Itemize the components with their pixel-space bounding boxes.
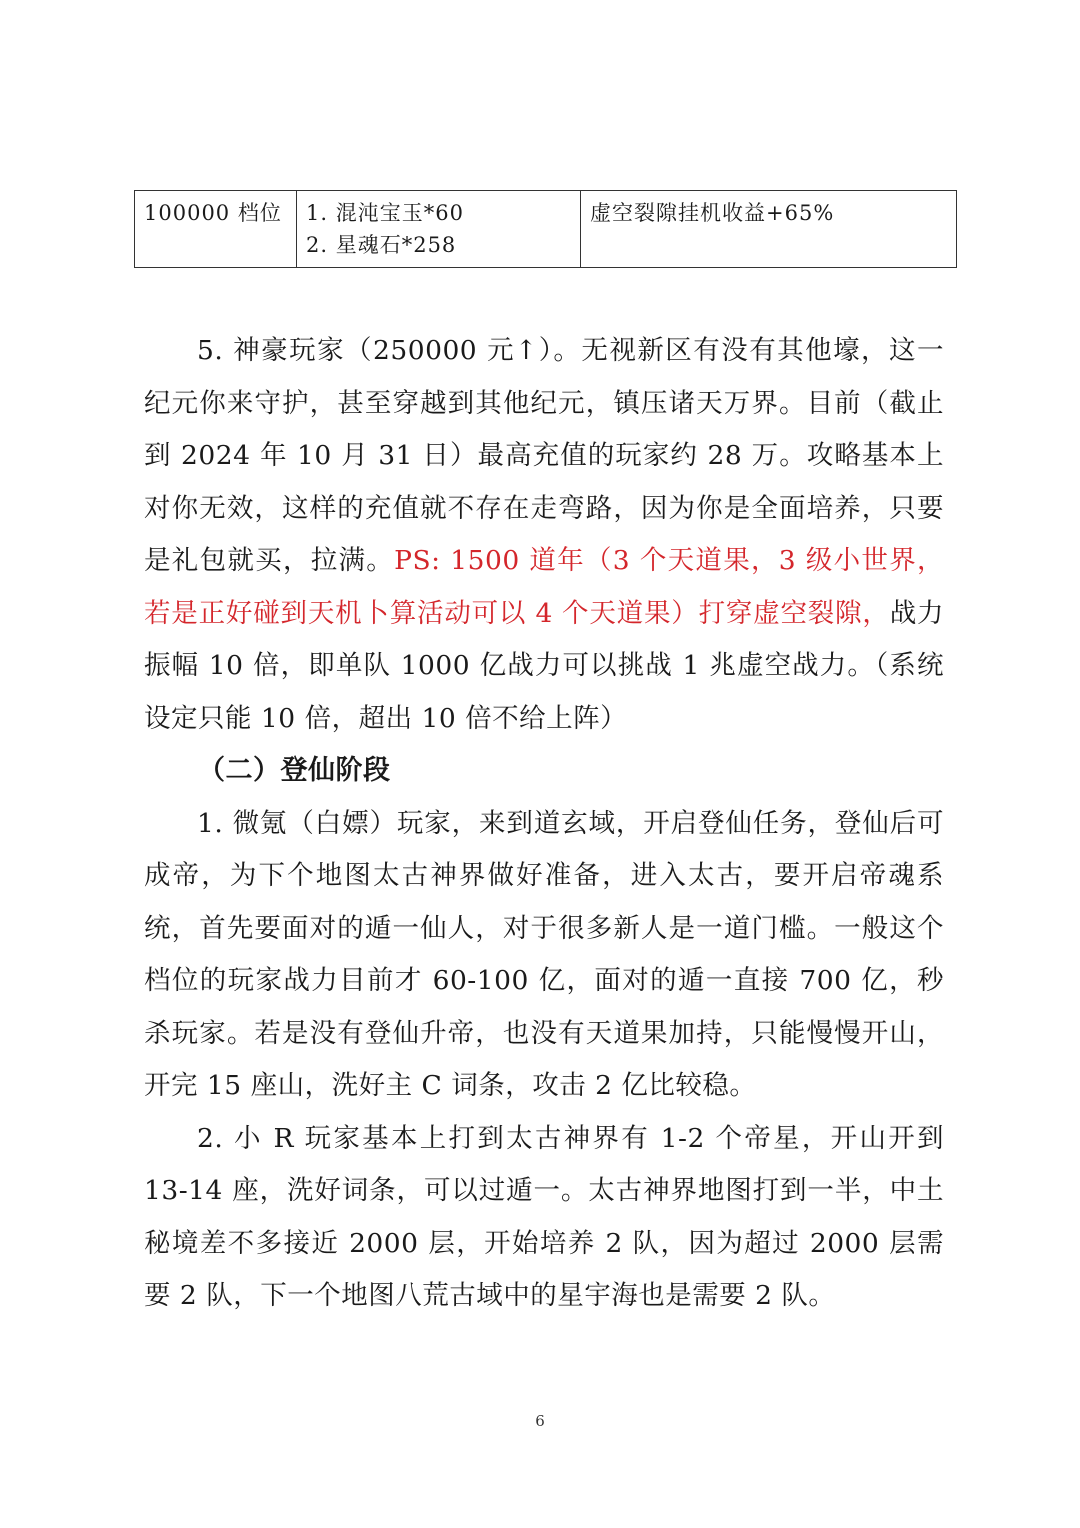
paragraph-light-spender: 1. 微氪（白嫖）玩家，来到道玄域，开启登仙任务，登仙后可成帝，为下个地图太古神界做好准备，进入太古，要开启帝魂系统，首先要面对的遁一仙人，对于很多新人是一道门槛。一般这个档位的玩家战力目前才 60-100 亿，面对的遁一直接 700 亿，秒杀玩家。若是没有登仙升帝，也没有天道果加持，只能慢慢开山，开完 15 座山，洗好主 C 词条，攻击 2 亿比较稳。 (144, 807, 944, 1101)
reward-item: 2. 星魂石*258 (306, 233, 457, 257)
rewards-cell (297, 191, 581, 268)
reward-tier-table (134, 190, 957, 268)
bonus-cell: 虚空裂隙挂机收益+65% (581, 191, 957, 268)
reward-item: 1. 混沌宝玉*60 (306, 201, 464, 225)
tier-cell: 100000 档位 (135, 191, 297, 268)
table-row (135, 191, 957, 268)
document-body (144, 325, 944, 1323)
tycoon-text: 5. 神豪玩家（250000 元↑）。无视新区有没有其他壕，这一纪元你来守护，甚至穿越到其他纪元，镇压诸天万界。目前（截止到 2024 年 10 月 31 日）最高充值的玩家约 28 万。攻略基本上对你无效，这样的充值就不存在走弯路，因为你是全面培养，只要是礼包就买，拉满。 (144, 335, 944, 576)
paragraph-tycoon-player (144, 325, 944, 745)
section-heading: （二）登仙阶段 (198, 755, 391, 786)
paragraph-small-r-player: 2. 小 R 玩家基本上打到太古神界有 1-2 个帝星，开山开到 13-14 座，洗好词条，可以过遁一。太古神界地图打到一半，中土秘境差不多接近 2000 层，开始培养 2 队，因为超过 2000 层需要 2 队，下一个地图八荒古域中的星宇海也是需要 2 队。 (144, 1122, 944, 1311)
tycoon-text-continued: 战力振幅 10 倍，即单队 1000 亿战力可以挑战 1 兆虚空战力。（系统设定只能 10 倍，超出 10 倍不给上阵） (144, 597, 944, 734)
page-number: 6 (535, 1412, 545, 1430)
ps-note-highlight: PS: 1500 道年（3 个天道果，3 级小世界，若是正好碰到天机卜算活动可以 4 个天道果）打穿虚空裂隙， (144, 545, 944, 629)
